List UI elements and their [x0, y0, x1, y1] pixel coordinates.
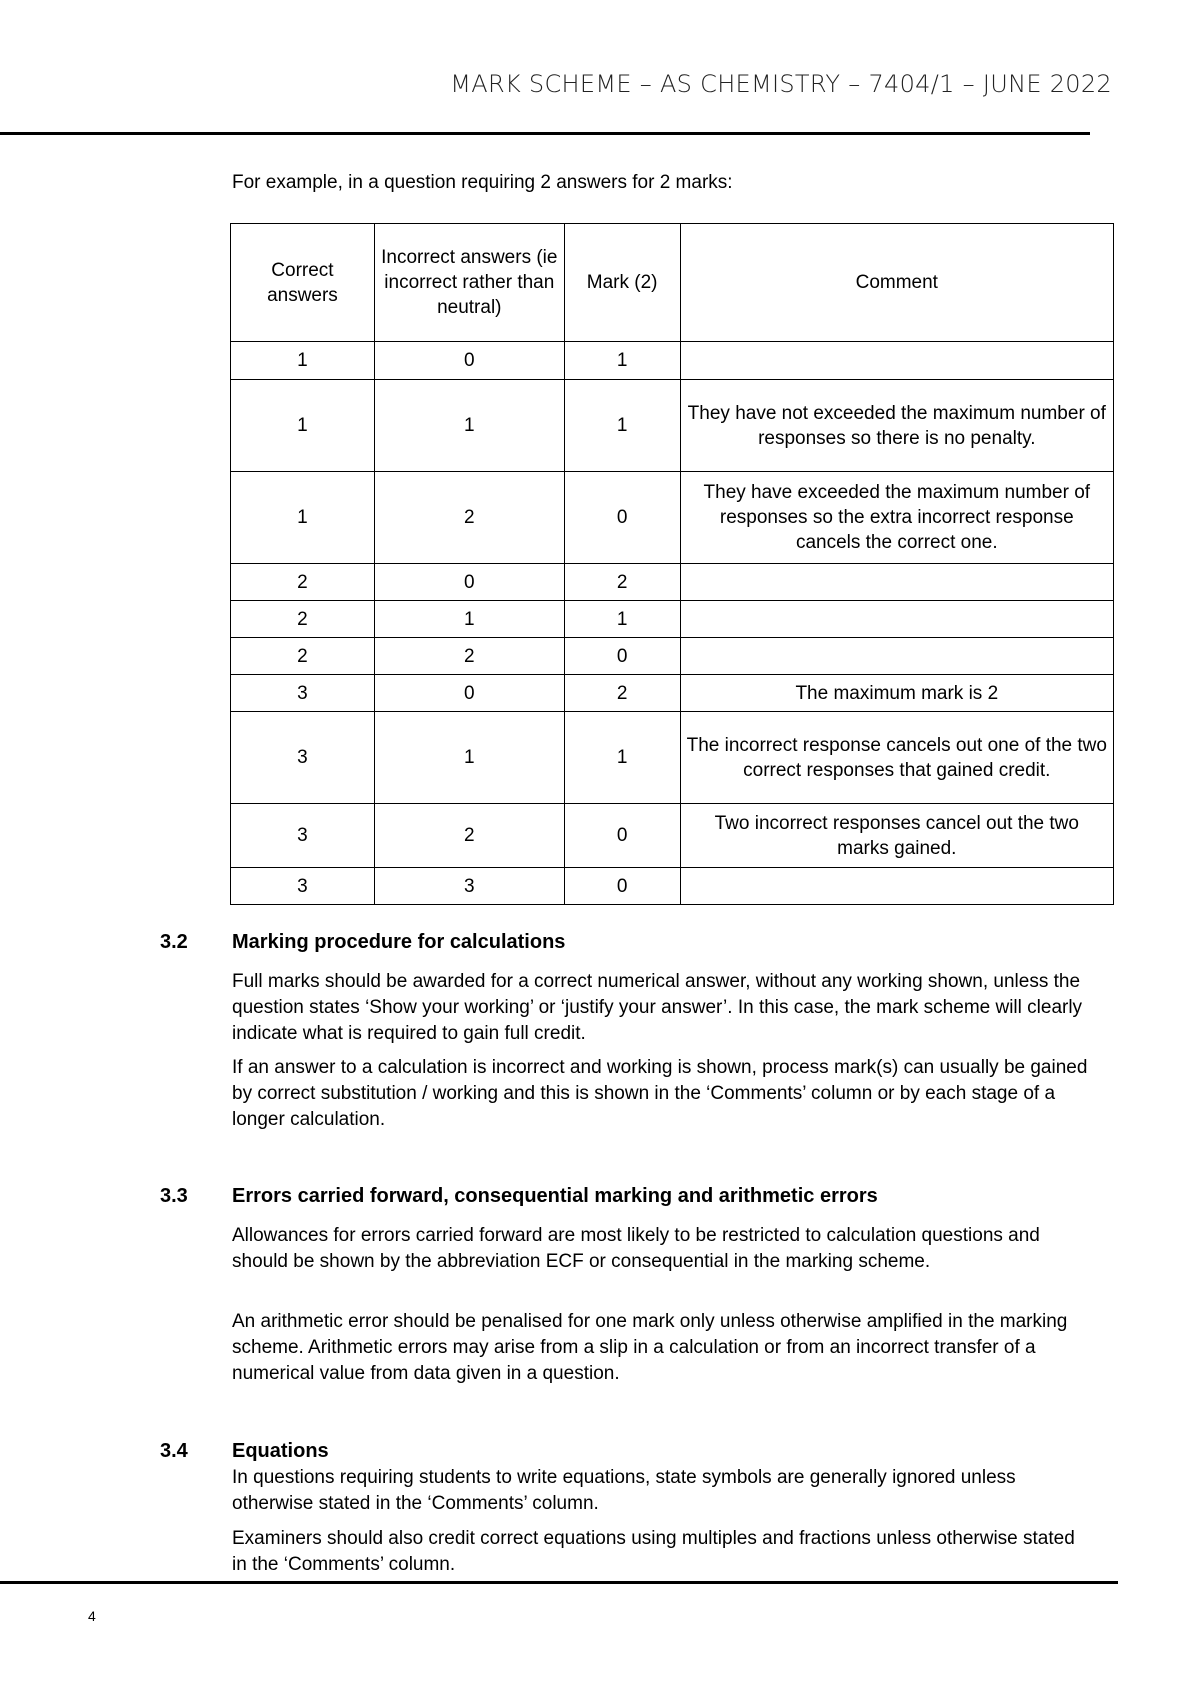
table-row: [231, 804, 1114, 868]
cell-comment: [680, 638, 1113, 675]
cell-comment: The maximum mark is 2: [680, 675, 1113, 712]
cell-comment: [680, 564, 1113, 601]
table-row: [231, 342, 1114, 380]
page-number: 4: [88, 1608, 96, 1624]
table-row: [231, 601, 1114, 638]
cell-comment: The incorrect response cancels out one of the two correct responses that gained credit.: [680, 712, 1113, 804]
table-row: [231, 380, 1114, 472]
cell-correct: 1: [231, 380, 375, 472]
table-header-row: [231, 224, 1114, 342]
cell-correct: 3: [231, 868, 375, 905]
table-row: [231, 712, 1114, 804]
cell-incorrect: 0: [374, 675, 564, 712]
cell-comment: They have exceeded the maximum number of responses so the extra incorrect response cancels the correct one.: [680, 472, 1113, 564]
cell-incorrect: 1: [374, 712, 564, 804]
section-paragraph: Allowances for errors carried forward are most likely to be restricted to calculation questions and should be shown by the abbreviation ECF or consequential in the marking scheme.: [232, 1225, 1040, 1272]
cell-incorrect: 0: [374, 342, 564, 380]
cell-mark: 1: [564, 380, 680, 472]
page-header-title: MARK SCHEME – AS CHEMISTRY – 7404/1 – JUNE 2022: [450, 70, 1112, 98]
header-incorrect-answers: Incorrect answers (ie incorrect rather than neutral): [374, 224, 564, 342]
cell-incorrect: 2: [374, 804, 564, 868]
table-row: [231, 472, 1114, 564]
section-title: Equations: [232, 1440, 329, 1462]
section-paragraph: In questions requiring students to write equations, state symbols are generally ignored unless otherwise stated in the ‘Comments’ column.: [232, 1467, 1016, 1514]
header-comment: Comment: [680, 224, 1113, 342]
intro-text: For example, in a question requiring 2 answers for 2 marks:: [232, 172, 733, 193]
cell-mark: 0: [564, 638, 680, 675]
section-number: 3.3: [160, 1185, 188, 1207]
cell-mark: 1: [564, 712, 680, 804]
cell-comment: Two incorrect responses cancel out the two marks gained.: [680, 804, 1113, 868]
footer-rule: [0, 1581, 1118, 1584]
section-title: Errors carried forward, consequential marking and arithmetic errors: [232, 1185, 878, 1207]
table-row: [231, 675, 1114, 712]
cell-comment: They have not exceeded the maximum number of responses so there is no penalty.: [680, 380, 1113, 472]
cell-incorrect: 2: [374, 472, 564, 564]
cell-correct: 2: [231, 564, 375, 601]
section-number: 3.2: [160, 931, 188, 953]
section-paragraph: An arithmetic error should be penalised for one mark only unless otherwise amplified in the marking scheme. Arithmetic errors may arise from a slip in a calculation or from an incorrect transfer of a numerical value from data given in a question.: [232, 1311, 1068, 1384]
cell-correct: 1: [231, 472, 375, 564]
table-row: [231, 868, 1114, 905]
header-mark: Mark (2): [564, 224, 680, 342]
cell-mark: 1: [564, 601, 680, 638]
cell-correct: 2: [231, 638, 375, 675]
cell-correct: 2: [231, 601, 375, 638]
cell-incorrect: 1: [374, 601, 564, 638]
header-correct-answers: Correct answers: [231, 224, 375, 342]
cell-comment: [680, 601, 1113, 638]
cell-mark: 0: [564, 804, 680, 868]
header-rule: [0, 132, 1090, 135]
cell-correct: 3: [231, 804, 375, 868]
cell-correct: 1: [231, 342, 375, 380]
cell-mark: 2: [564, 675, 680, 712]
cell-comment: [680, 868, 1113, 905]
table-row: [231, 638, 1114, 675]
cell-comment: [680, 342, 1113, 380]
cell-mark: 2: [564, 564, 680, 601]
section-paragraph: Examiners should also credit correct equations using multiples and fractions unless otherwise stated in the ‘Comments’ column.: [232, 1528, 1075, 1575]
cell-mark: 0: [564, 472, 680, 564]
cell-mark: 0: [564, 868, 680, 905]
cell-incorrect: 3: [374, 868, 564, 905]
table-row: [231, 564, 1114, 601]
cell-incorrect: 2: [374, 638, 564, 675]
cell-mark: 1: [564, 342, 680, 380]
cell-correct: 3: [231, 712, 375, 804]
marking-example-table: [230, 223, 1114, 905]
section-paragraph: Full marks should be awarded for a correct numerical answer, without any working shown, unless the question states ‘Show your working’ or ‘justify your answer’. In this case, the mark scheme will clearly indicate what is required to gain full credit.: [232, 971, 1083, 1044]
cell-incorrect: 1: [374, 380, 564, 472]
section-paragraph: If an answer to a calculation is incorrect and working is shown, process mark(s) can usually be gained by correct substitution / working and this is shown in the ‘Comments’ column or by each stage of a longer calculation.: [232, 1057, 1088, 1130]
section-title: Marking procedure for calculations: [232, 931, 566, 953]
cell-incorrect: 0: [374, 564, 564, 601]
cell-correct: 3: [231, 675, 375, 712]
section-number: 3.4: [160, 1440, 188, 1462]
